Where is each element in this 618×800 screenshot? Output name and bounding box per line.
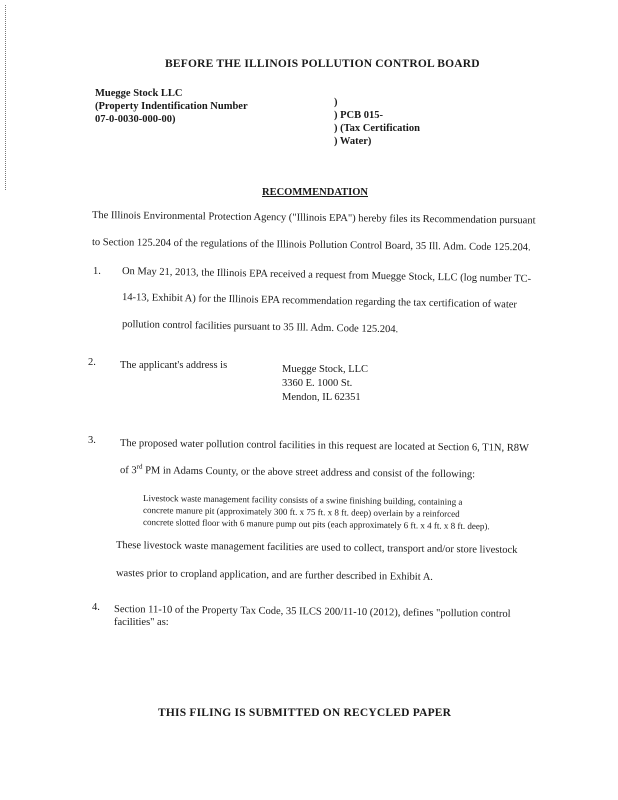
facility-line-2: concrete manure pit (approximately 300 ft. x 75 ft. x 8 ft. deep) overlain by a reinforced: [142, 505, 460, 519]
caption-case-number: ) PCB 015-: [334, 110, 383, 121]
para-3-number: 3.: [88, 435, 96, 446]
margin-scan-mark: [5, 5, 7, 190]
para-4-line-1: Section 11-10 of the Property Tax Code, 35 ILCS 200/11-10 (2012), defines "pollution control: [113, 604, 511, 620]
caption-pin-label: (Property Indentification Number: [95, 101, 248, 112]
caption-pin-number: 07-0-0030-000-00): [95, 114, 176, 125]
para-1-number: 1.: [93, 266, 101, 277]
caption-case-type: ) (Tax Certification: [334, 123, 420, 134]
para-4-number: 4.: [92, 602, 100, 613]
para-1-line-1: On May 21, 2013, the Illinois EPA received a request from Muegge Stock, LLC (log number TC-: [121, 266, 532, 285]
address-line-1: Muegge Stock, LLC: [282, 364, 369, 375]
intro-line-2: to Section 125.204 of the regulations of the Illinois Pollution Control Board, 35 Ill. Adm. Code 125.204.: [91, 237, 531, 254]
para-3-line-2-prefix: of 3: [119, 465, 137, 477]
address-line-3: Mendon, IL 62351: [282, 392, 361, 403]
recycled-paper-note: THIS FILING IS SUBMITTED ON RECYCLED PAPER: [158, 707, 452, 719]
para-4-line-2: facilities" as:: [114, 617, 169, 628]
para-3-line-2-rest: PM in Adams County, or the above street address and consist of the following:: [142, 465, 476, 481]
para-3-after-2: wastes prior to cropland application, and are further described in Exhibit A.: [115, 568, 434, 583]
para-3-line-2-sup: rd: [136, 462, 143, 471]
para-1-line-2: 14-13, Exhibit A) for the Illinois EPA recommendation regarding the tax certification of water: [121, 292, 518, 311]
caption-case-type-cont: ) Water): [334, 136, 372, 147]
para-2-label: The applicant's address is: [120, 360, 228, 371]
intro-line-1: The Illinois Environmental Protection Agency ("Illinois EPA") hereby files its Recommendation pursuant: [91, 210, 536, 227]
caption-paren: ): [334, 97, 338, 108]
caption-party: Muegge Stock LLC: [95, 88, 183, 99]
para-3-after-1: These livestock waste management facilities are used to collect, transport and/or store livestock: [115, 540, 518, 556]
document-heading: BEFORE THE ILLINOIS POLLUTION CONTROL BOARD: [165, 58, 480, 70]
para-3-line-1: The proposed water pollution control facilities in this request are located at Section 6, T1N, R8W: [119, 438, 529, 454]
address-line-2: 3360 E. 1000 St.: [282, 378, 353, 389]
para-3-line-2: [119, 462, 476, 481]
section-title: RECOMMENDATION: [262, 187, 368, 198]
facility-line-1: Livestock waste management facility consists of a swine finishing building, containing a: [142, 493, 463, 507]
para-2-number: 2.: [88, 357, 96, 368]
para-1-line-3: pollution control facilities pursuant to 35 Ill. Adm. Code 125.204.: [121, 319, 399, 336]
facility-line-3: concrete slotted floor with 6 manure pump out pits (each approximately 6 ft. x 4 ft. x 8 ft. deep).: [142, 517, 490, 532]
